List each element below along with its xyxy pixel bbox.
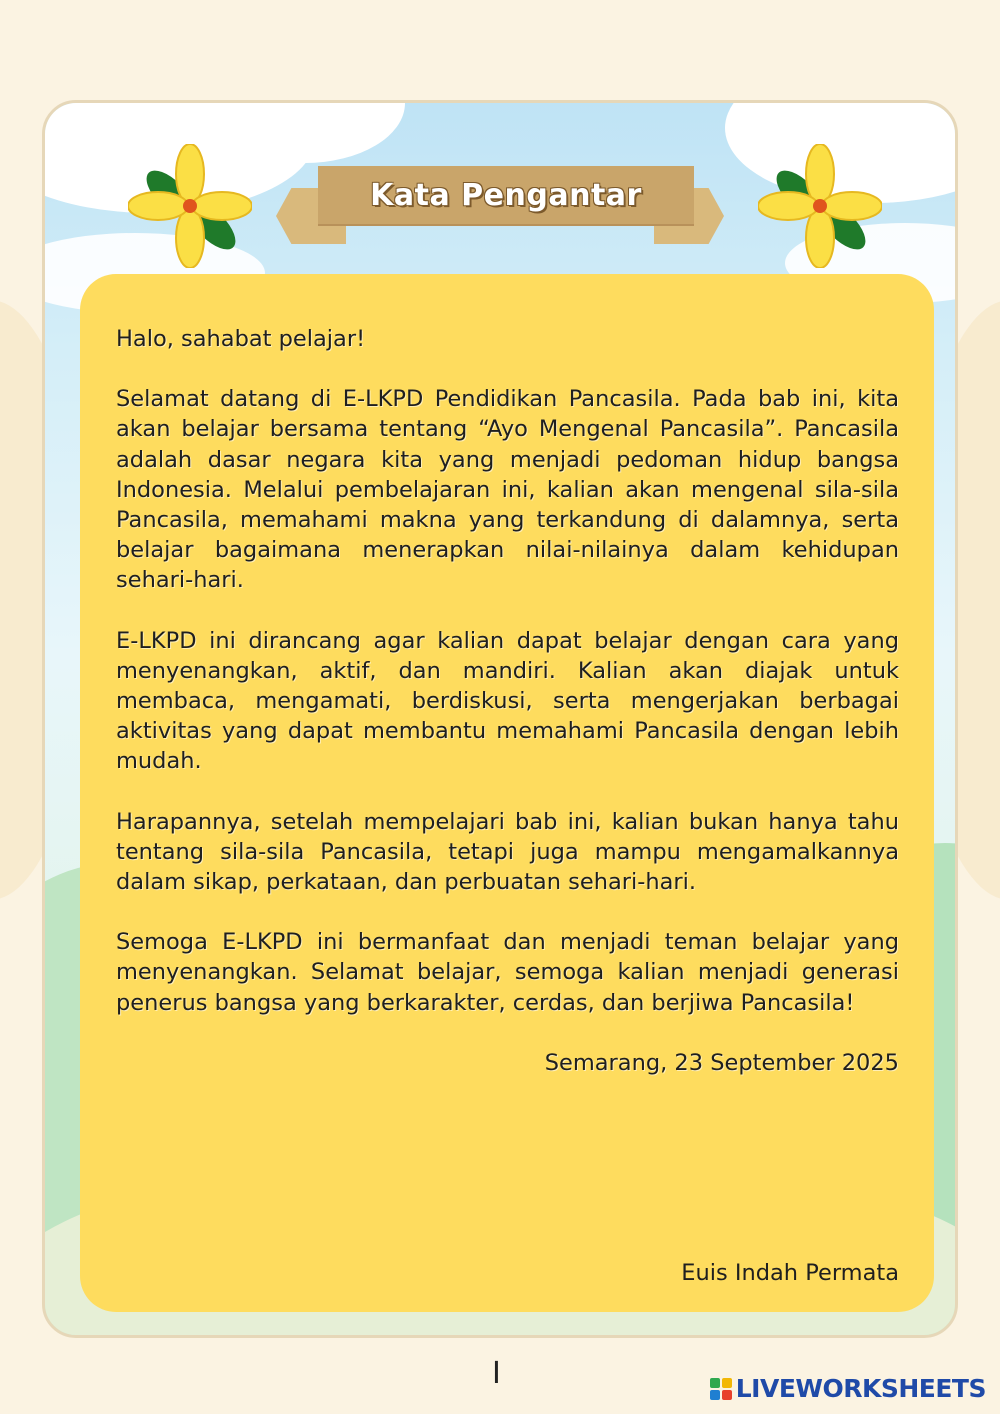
liveworksheets-logo-icon — [710, 1378, 732, 1400]
flower-icon — [758, 144, 882, 268]
liveworksheets-watermark[interactable] — [710, 1374, 986, 1403]
signature: Euis Indah Permata — [681, 1260, 899, 1286]
page-number: I — [492, 1356, 501, 1391]
letter-card — [80, 274, 934, 1312]
place-date: Semarang, 23 September 2025 — [544, 1049, 899, 1076]
page-title: Kata Pengantar — [370, 177, 642, 213]
paragraph: E-LKPD ini dirancang agar kalian dapat belajar dengan cara yang menyenangkan, aktif, dan mandiri. Kalian akan diajak untuk membaca, mengamati, berdiskusi, serta mengerjakan berbagai aktivitas yang dapat membantu memahami Pancasila dengan lebih mudah. — [116, 627, 899, 775]
greeting: Halo, sahabat pelajar! — [116, 326, 366, 352]
paragraph: Harapannya, setelah mempelajari bab ini, kalian bukan hanya tahu tentang sila-sila Pancasila, tetapi juga mampu mengamalkannya dalam sikap, perkataan, dan perbuatan sehari-hari. — [116, 808, 899, 896]
watermark-text: LIVEWORKSHEETS — [735, 1374, 986, 1403]
flower-icon — [128, 144, 252, 268]
paragraph: Semoga E-LKPD ini bermanfaat dan menjadi teman belajar yang menyenangkan. Selamat belajar, semoga kalian menjadi generasi penerus bangsa yang berkarakter, cerdas, dan berjiwa Pancasila! — [116, 929, 899, 1016]
paragraph: Selamat datang di E-LKPD Pendidikan Pancasila. Pada bab ini, kita akan belajar bersama tentang “Ayo Mengenal Pancasila”. Pancasila adalah dasar negara kita yang menjadi pedoman hidup bangsa Indonesia. Melalui pembelajaran ini, kalian akan mengenal sila-sila Pancasila, memahami makna yang terkandung di dalamnya, serta belajar bagaimana menerapkan nilai-nilainya dalam kehidupan sehari-hari. — [116, 386, 899, 594]
title-ribbon — [318, 166, 694, 224]
